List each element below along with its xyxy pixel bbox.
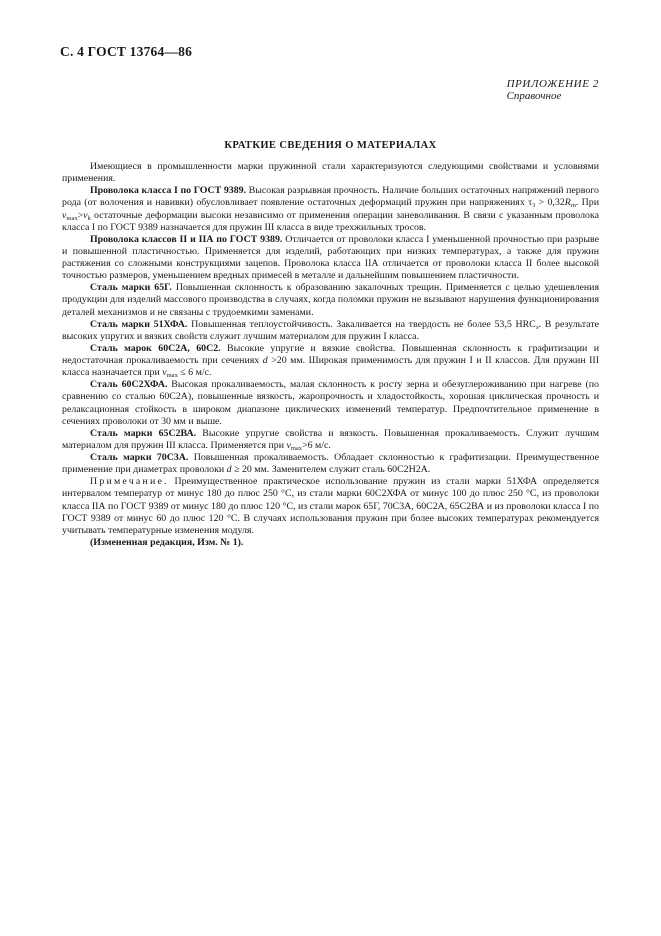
paragraph-heading: Сталь марок 60С2А, 60С2.: [90, 342, 221, 354]
paragraph-steel-70s3a: Сталь марки 70С3А. Повышенная прокаливаемость. Обладает склонностью к графитизации. Преимущественное применение при диаметрах проволоки d ≥ 20 мм. Заменителем служит сталь 60С2Н2А.: [62, 452, 599, 476]
paragraph-heading: Проволока классов II и IIА по ГОСТ 9389.: [90, 233, 283, 245]
paragraph-heading: Сталь марки 51ХФА.: [90, 318, 188, 330]
appendix-title: ПРИЛОЖЕНИЕ 2: [506, 78, 599, 90]
revision-note: (Измененная редакция, Изм. № 1).: [90, 536, 244, 548]
paragraph-heading: Сталь 60С2ХФА.: [90, 379, 168, 391]
paragraph-steel-65s2va: Сталь марки 65С2ВА. Высокие упругие свойства и вязкость. Повышенная прокаливаемость. Служит лучшим материалом для пружин III класса. Применяется при $v_{max}>6$ м/с.: [62, 427, 599, 452]
paragraph-steel-60s2a: Сталь марок 60С2А, 60С2. Высокие упругие и вязкие свойства. Повышенная склонность к графитизации и недостаточная прокаливаемость при сечениях d >20 мм. Широкая применимость для пружин I и II классов. Для пружин III класса назначается при $v_{max} \le 6$ м/с.: [62, 342, 599, 380]
paragraph-heading: Сталь марки 65С2ВА.: [90, 427, 197, 439]
appendix-subtitle: Справочное: [506, 90, 562, 102]
paragraph-note: Примечание. Преимущественное практическое использование пружин из стали марки 51ХФА определяется интервалом температур от минус 180 до плюс 250 °С, из стали марки 60С2ХФА от минус 100 до плюс 250 °С, из проволоки класса IIА по ГОСТ 9389 от минус 180 до плюс 120 °С, из стали марок 65Г, 70С3А, 60С2А, 65С2ВА и из проволоки класса I по ГОСТ 9389 от минус 60 до плюс 120 °С. В случаях использования пружин при более высоких температурах рекомендуется учитывать температурные изменения модуля.: [62, 476, 599, 536]
paragraph-heading: Сталь марки 65Г.: [90, 282, 172, 294]
document-body: [62, 161, 599, 549]
appendix-label: [507, 78, 599, 102]
paragraph-steel-60s2hfa: Сталь 60С2ХФА. Высокая прокаливаемость, малая склонность к росту зерна и обезуглероживанию при нагреве (по сравнению со сталью 60С2А), повышенные вязкость, жаропрочность и хладостойкость, хорошая циклическая прочность и релаксационная стойкость в широком диапазоне циклических изменений температур. Предпочтительное применение в сечениях проволоки от 30 мм и выше.: [62, 379, 599, 427]
paragraph-steel-51hfa: Сталь марки 51ХФА. Повышенная теплоустойчивость. Закаливается на твердость не более 53,5 $HRC_э$. В результате высоких упругих и вязких свойств служит лучшим материалом для пружин I класса.: [62, 318, 599, 342]
paragraph-wire-class-1: Проволока класса I по ГОСТ 9389. Высокая разрывная прочность. Наличие больших остаточных напряжений первого рода (от волочения и навивки) обусловливает появление остаточных деформаций пружин при напряжениях $\tau_3 > 0,32R_m$. При $v_{max}>v_k$ остаточные деформации высоки независимо от применения операции заневоливания. В связи с указанным проволока класса I по ГОСТ 9389 назначается для пружин III класса в виде трехжильных тросов.: [62, 185, 600, 233]
paragraph-heading: Проволока класса I по ГОСТ 9389.: [90, 185, 247, 197]
paragraph-intro: Имеющиеся в промышленности марки пружинной стали характеризуются следующими свойствами и условиями применения.: [62, 161, 599, 185]
paragraph-wire-class-2: Проволока классов II и IIА по ГОСТ 9389. Отличается от проволоки класса I уменьшенной прочностью при разрыве и повышенной пластичностью. Применяется для изделий, работающих при низких температурах, а также для пружин растяжения со сложными конструкциями зацепов. Проволока класса IIА отличается от проволоки класса II более высокой точностью размеров, уменьшением вредных примесей в металле и дальнейшим повышением пластичности.: [62, 233, 599, 282]
section-title: КРАТКИЕ СВЕДЕНИЯ О МАТЕРИАЛАХ: [224, 140, 437, 151]
paragraph-steel-65g: Сталь марки 65Г. Повышенная склонность к образованию закалочных трещин. Применяется с целью удешевления продукции для изделий массового производства в случаях, когда поломки пружин не вызывают нарушения функционирования деталей механизмов и не связаны с трудоемкими заменами.: [62, 282, 599, 318]
page-header: С. 4 ГОСТ 13764—86: [60, 44, 193, 59]
paragraph-heading: Сталь марки 70С3А.: [90, 452, 189, 463]
note-label: Примечание.: [90, 476, 169, 488]
